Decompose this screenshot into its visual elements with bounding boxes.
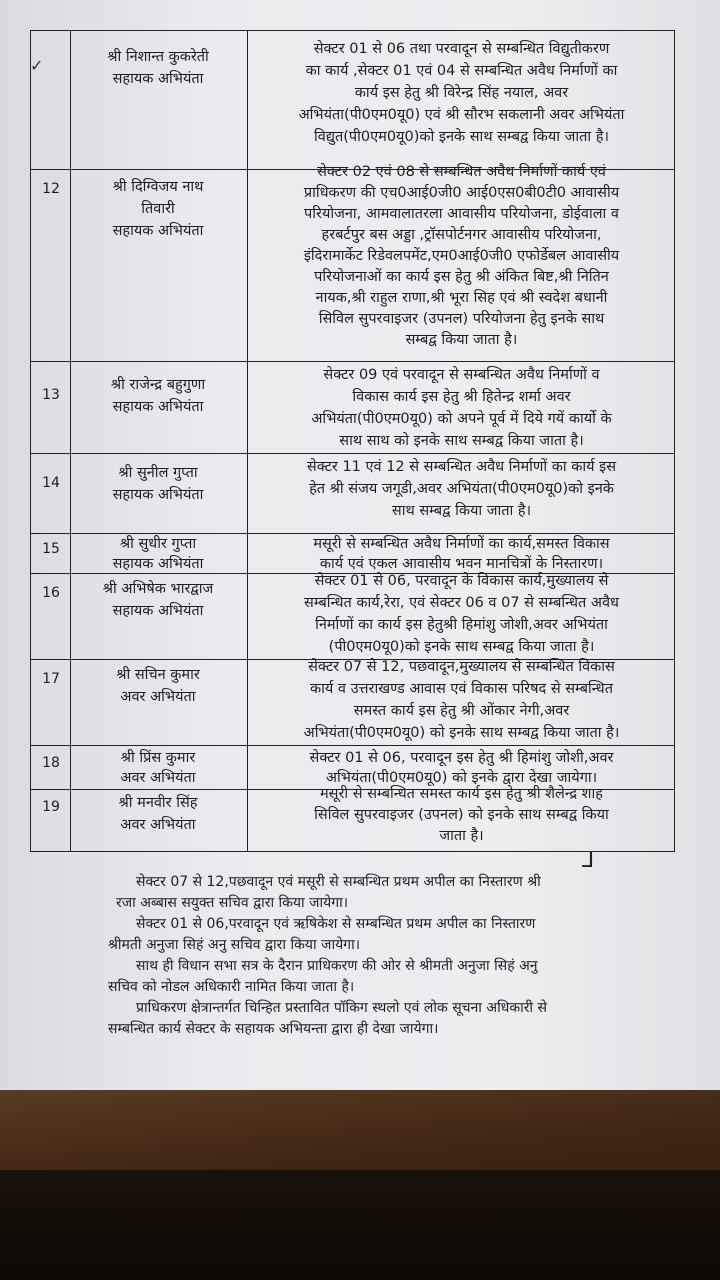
- row-name: श्री सचिन कुमार अवर अभियंता: [116, 667, 200, 705]
- row-name: श्री निशान्त कुकरेती सहायक अभियंता: [107, 49, 209, 87]
- row-description: सेक्टर 01 से 06, परवादून के विकास कार्य,मुख्यालय से सम्बन्धित कार्य,रेरा, एवं सेक्टर 06 व 07 से सम्बन्धित अवैध निर्माणों का कार्य इस हेतुश्री हिमांशु जोशी,अवर अभियंता (पी0एम0यू0)को इनके साथ सम्बद्व किया जाता है।: [304, 573, 619, 655]
- check-mark-icon: ✓: [30, 56, 44, 75]
- row-serial: 19: [42, 799, 60, 815]
- row-serial: 12: [42, 181, 60, 197]
- row-description: मसूरी से सम्बन्धित अवैध निर्माणों का कार्य,समस्त विकास कार्य एवं एकल आवासीय भवन मानचित्रों के निस्तारण।: [313, 536, 610, 572]
- handwritten-tick-icon: ⅃: [582, 848, 595, 873]
- row-name: श्री दिग्विजय नाथ तिवारी सहायक अभियंता: [112, 179, 204, 239]
- row-name: श्री राजेन्द्र बहुगुणा सहायक अभियंता: [110, 377, 206, 415]
- row-description: सेक्टर 01 से 06 तथा परवादून से सम्बन्धित विद्युतीकरण का कार्य ,सेक्टर 01 एवं 04 से सम्बन्धित अवैध निर्माणों का कार्य इस हेतु श्री विरेन्द्र सिंह नयाल, अवर अभियंता(पी0एम0यू0) एवं श्री सौरभ सकलानी अवर अभियंता विद्युत(पी0एम0यू0)को इनके साथ सम्बद्व किया जाता है।: [298, 41, 625, 145]
- note-paragraph: सेक्टर 07 से 12,पछवादून एवं मसूरी से सम्बन्धित प्रथम अपील का निस्तारण श्री रजा अब्बास सयुक्त सचिव द्वारा किया जायेगा।: [116, 874, 541, 911]
- row-serial: 16: [42, 585, 60, 601]
- dark-foreground: [0, 1170, 720, 1280]
- row-serial: 13: [42, 387, 60, 403]
- row-description: सेक्टर 01 से 06, परवादून इस हेतु श्री हिमांशु जोशी,अवर अभियंता(पी0एम0यू0) को इनके द्वारा देखा जायेगा।: [309, 750, 614, 786]
- note-paragraph: सेक्टर 01 से 06,परवादून एवं ऋषिकेश से सम्बन्धित प्रथम अपील का निस्तारण श्रीमती अनुजा सिहं अनु सचिव द्वारा किया जायेगा।: [108, 916, 536, 953]
- row-serial: 17: [42, 671, 60, 687]
- row-description: सेक्टर 02 एवं 08 से सम्बन्धित अवैध निर्माणों कार्य एवं प्राधिकरण की एच0आई0जी0 आई0एस0बी0टी0 आवासीय परियोजना, आमवालातरला आवासीय परियोजना, डोईवाला व हरबर्टपुर बस अड्डा ,ट्रॉसपोर्टनगर आवासीय परियोजना, इंदिरामार्केट रिडेवलपमेंट,एम0आई0जी0 एफोर्डेबल आवासीय परियोजनाओं का कार्य इस हेतु श्री अंकित बिष्ट,श्री नितिन नायक,श्री राहुल राणा,श्री भूरा सिह एवं श्री स्वदेश बधानी सिविल सुपरवाइजर (उपनल) परियोजना हेतु इनके साथ सम्बद्व किया जाता है।: [303, 164, 620, 348]
- row-name: श्री अभिषेक भारद्वाज सहायक अभियंता: [102, 581, 214, 619]
- row-description: सेक्टर 11 एवं 12 से सम्बन्धित अवैध निर्माणों का कार्य इस हेत श्री संजय जगूडी,अवर अभियंता(पी0एम0यू0)को इनके साथ सम्बद्व किया जाता है।: [306, 459, 617, 519]
- row-name: श्री सुधीर गुप्ता सहायक अभियंता: [112, 536, 204, 572]
- row-description: मसूरी से सम्बन्धित समस्त कार्य इस हेतु श्री शैलेन्द्र शाह सिविल सुपरवाइजर (उपनल) को इनके साथ सम्बद्व किया जाता है।: [314, 786, 609, 844]
- row-serial: 18: [42, 755, 60, 771]
- row-description: सेक्टर 09 एवं परवादून से सम्बन्धित अवैध निर्माणों व विकास कार्य इस हेतु श्री हितेन्द्र शर्मा अवर अभियंता(पी0एम0यू0) को अपने पूर्व में दिये गयें कार्यो के साथ साथ को इनके साथ सम्बद्व किया जाता है।: [311, 367, 612, 449]
- row-serial: 15: [42, 541, 60, 557]
- row-name: श्री प्रिंस कुमार अवर अभियंता: [120, 750, 196, 786]
- note-paragraph: प्राधिकरण क्षेत्रान्तर्गत चिन्हित प्रस्तावित पॉकिग स्थलो एवं लोक सूचना अधिकारी से सम्बन्धित कार्य सेक्टर के सहायक अभियन्ता द्वारा ही देखा जायेगा।: [108, 1000, 547, 1037]
- note-paragraph: साथ ही विधान सभा सत्र के दैरान प्राधिकरण की ओर से श्रीमती अनुजा सिहं अनु सचिव को नोडल अधिकारी नामित किया जाता है।: [108, 958, 538, 995]
- row-name: श्री मनवीर सिंह अवर अभियंता: [118, 795, 198, 833]
- row-name: श्री सुनील गुप्ता सहायक अभियंता: [112, 465, 204, 503]
- row-serial: 14: [42, 475, 60, 491]
- row-description: सेक्टर 07 से 12, पछवादून,मुख्यालय से सम्बन्धित विकास कार्य व उत्तराखण्ड आवास एवं विकास परिषद से सम्बन्धित समस्त कार्य इस हेतु श्री ओंकार नेगी,अवर अभियंता(पी0एम0यू0) को इनके साथ सम्बद्व किया जाता है।: [303, 659, 620, 741]
